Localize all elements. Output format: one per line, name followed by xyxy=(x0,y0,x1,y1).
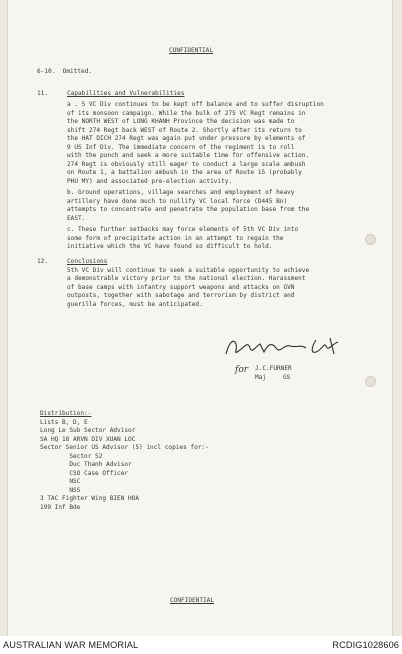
signature-stroke xyxy=(226,341,306,354)
section-11-number: 11. xyxy=(37,90,49,97)
classification-footer: CONFIDENTIAL xyxy=(170,597,215,604)
distribution-entry: NSC xyxy=(40,478,81,485)
text-line: attempts to concentrate and penetrate the population base from the xyxy=(67,206,310,213)
distribution-entry: Sector S2 xyxy=(40,452,103,460)
text-line: the HAT DICH 274 Regt was again put under pressure by elements of xyxy=(67,135,306,142)
section-12-heading: Conclusions xyxy=(67,258,108,265)
text-line: of its monsoon campaign. While the bulk of 275 VC Regt remains in xyxy=(67,109,306,117)
text-line: shift 274 Regt back WEST of Route 2. Shortly after its return to xyxy=(67,126,302,134)
paragraphs-omitted: 6-10. Omitted. xyxy=(37,68,93,75)
text-line: 9 US Inf Div. The immediate concern of the regiment is to roll xyxy=(67,143,295,151)
text-line: EAST. xyxy=(67,214,86,222)
text-line: some form of precipitate action in an attempt to regain the xyxy=(67,234,284,242)
distribution-entry: 3 TAC Fighter Wing BIEN HOA xyxy=(40,495,140,502)
signature-for-mark: for xyxy=(235,365,249,375)
distribution-heading: Distribution:- xyxy=(40,410,92,417)
distribution-entry: 199 Inf Bde xyxy=(40,503,81,511)
archive-name: AUSTRALIAN WAR MEMORIAL xyxy=(3,640,139,650)
punch-hole-top xyxy=(365,234,376,245)
archive-reference: RCDIG1028606 xyxy=(332,640,399,650)
text-line: a . 5 VC Div continues to be kept off balance and to suffer disruption xyxy=(67,101,324,108)
signatory-name: J.C.FURNER xyxy=(255,365,292,372)
distribution-entry: Long Le Sub Sector Advisor xyxy=(40,427,136,434)
signatory-rank: Maj xyxy=(255,374,267,381)
distribution-entry: Sector Senior US Advisor (5) incl copies for:- xyxy=(40,444,209,451)
text-line: b. Ground operations, village searches and employment of heavy xyxy=(67,189,295,196)
text-line: of base camps with infantry support weapons and attacks on GVN xyxy=(67,283,295,291)
text-line: artillery have done much to nullify VC local force (D445 Bn) xyxy=(67,197,288,205)
text-line: on Route 1, a battalion ambush in the area of Route 15 (probably xyxy=(67,169,302,176)
text-line: PHU MY) and associated pre-election activity. xyxy=(67,177,233,185)
text-line: initiative which the VC have found so difficult to hold. xyxy=(67,243,273,250)
document-page xyxy=(8,0,392,636)
distribution-entry: Lists B, D, E xyxy=(40,418,88,426)
signatory-appointment: GS xyxy=(283,374,291,381)
section-12-number: 12. xyxy=(37,258,49,265)
signature-stroke xyxy=(312,338,338,354)
distribution-entry: Duc Thanh Advisor xyxy=(40,461,132,468)
distribution-entry: NSS xyxy=(40,486,81,494)
archive-footer xyxy=(0,636,402,654)
text-line: with the punch and seek a more suitable time for offensive action. xyxy=(67,152,310,159)
classification-header: CONFIDENTIAL xyxy=(169,47,214,54)
text-line: c. These further setbacks may force elements of 5th VC Div into xyxy=(67,226,299,233)
distribution-entry: SA HQ 18 ARVN DIV XUAN LOC xyxy=(40,435,136,443)
section-11-heading: Capabilities and Vulnerabilities xyxy=(67,90,185,97)
text-line: a demonstrable victory prior to the national election. Harassment xyxy=(67,275,306,282)
text-line: the NORTH WEST of LONG KHANH Province the decision was made to xyxy=(67,118,295,125)
text-line: 5th VC Div will continue to seek a suitable opportunity to achieve xyxy=(67,266,310,274)
text-line: 274 Regt is obviously still eager to conduct a large scale ambush xyxy=(67,160,306,168)
distribution-entry: CSO Case Officer xyxy=(40,469,129,477)
handwritten-signature xyxy=(220,332,350,362)
text-line: guerilla forces, must be anticipated. xyxy=(67,300,203,308)
text-line: outposts, together with sabotage and terrorism by district and xyxy=(67,292,295,299)
punch-hole-bottom xyxy=(365,376,376,387)
